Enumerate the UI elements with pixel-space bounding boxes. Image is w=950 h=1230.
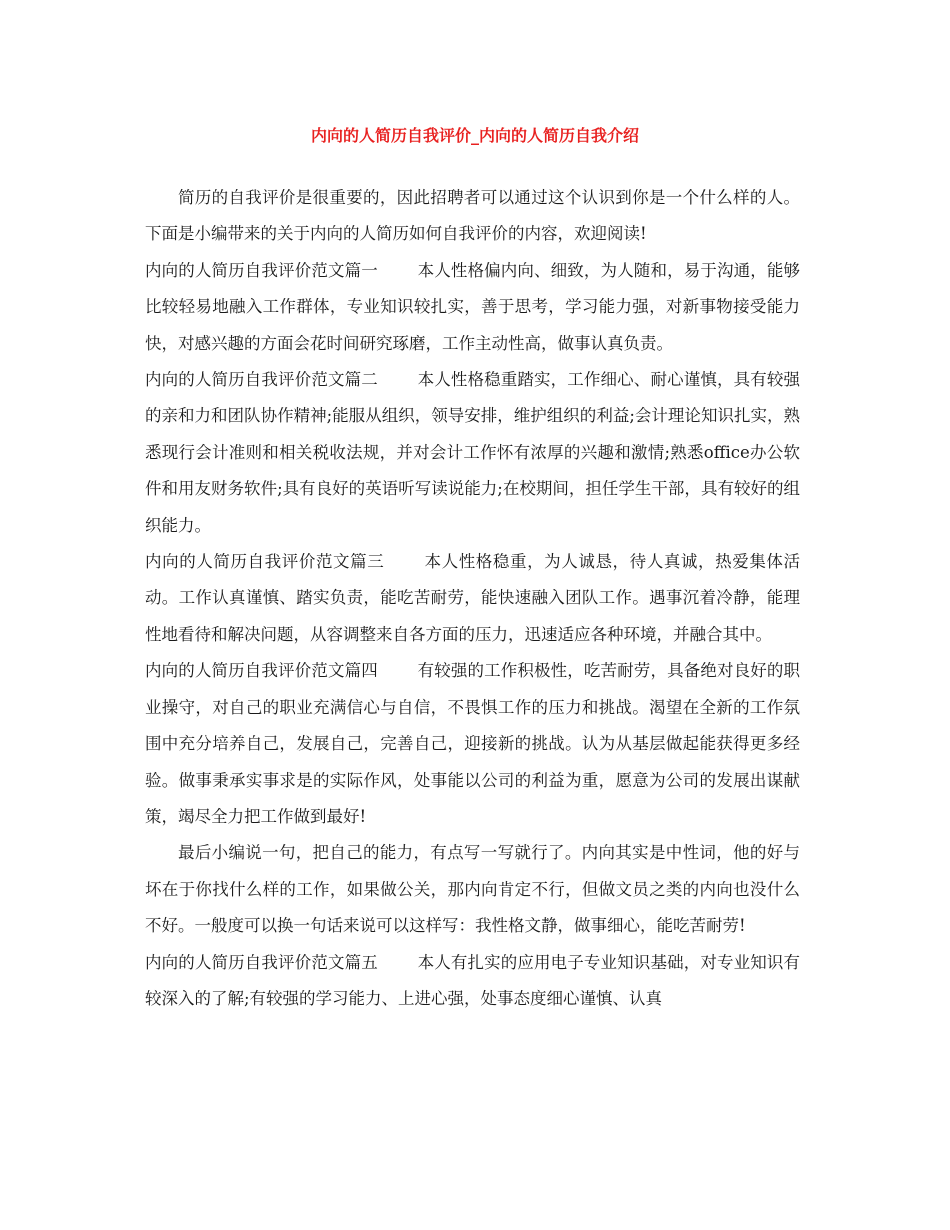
section-3	[145, 544, 800, 653]
section-5-heading: 内向的人简历自我评价范文篇五	[145, 952, 378, 972]
section-2-heading: 内向的人简历自我评价范文篇二	[145, 370, 378, 390]
section-2	[145, 362, 800, 544]
section-4-heading: 内向的人简历自我评价范文篇四	[145, 661, 378, 681]
section-5	[145, 945, 800, 1018]
section-3-text: 本人性格稳重，为人诚恳，待人真诚，热爱集体活动。工作认真谨慎、踏实负责，能吃苦耐劳，能快速融入团队工作。遇事沉着冷静，能理性地看待和解决问题，从容调整来自各方面的压力，迅速适应各种环境，并融合其中。	[145, 552, 801, 644]
document-title: 内向的人简历自我评价_内向的人简历自我介绍	[310, 126, 639, 145]
section-4-text: 有较强的工作积极性，吃苦耐劳，具备绝对良好的职业操守，对自己的职业充满信心与自信，不畏惧工作的压力和挑战。渴望在全新的工作氛围中充分培养自己，发展自己，完善自己，迎接新的挑战。认为从基层做起能获得更多经验。做事秉承实事求是的实际作风，处事能以公司的利益为重，愿意为公司的发展出谋献策，竭尽全力把工作做到最好!	[145, 661, 801, 826]
intro-paragraph: 简历的自我评价是很重要的，因此招聘者可以通过这个认识到你是一个什么样的人。下面是小编带来的关于内向的人简历如何自我评价的内容，欢迎阅读!	[145, 188, 800, 244]
section-1	[145, 253, 800, 362]
document-body	[145, 180, 800, 1017]
section-1-heading: 内向的人简历自我评价范文篇一	[145, 260, 378, 280]
section-5-text: 本人有扎实的应用电子专业知识基础，对专业知识有较深入的了解;有较强的学习能力、上进心强，处事态度细心谨慎、认真	[145, 952, 801, 1008]
section-1-text: 本人性格偏内向、细致，为人随和，易于沟通，能够比较轻易地融入工作群体，专业知识较扎实，善于思考，学习能力强，对新事物接受能力快，对感兴趣的方面会花时间研究琢磨，工作主动性高，做事认真负责。	[145, 260, 801, 353]
section-4	[145, 653, 800, 835]
closing-paragraph: 最后小编说一句，把自己的能力，有点写一写就行了。内向其实是中性词，他的好与坏在于你找什么样的工作，如果做公关，那内向肯定不行，但做文员之类的内向也没什么不好。一般度可以换一句话来说可以这样写：我性格文静，做事细心，能吃苦耐劳!	[145, 843, 800, 936]
section-3-heading: 内向的人简历自我评价范文篇三	[145, 552, 385, 572]
section-2-text: 本人性格稳重踏实，工作细心、耐心谨慎，具有较强的亲和力和团队协作精神;能服从组织，领导安排，维护组织的利益;会计理论知识扎实，熟悉现行会计准则和相关税收法规，并对会计工作怀有浓厚的兴趣和激情;熟悉office办公软件和用友财务软件;具有良好的英语听写读说能力;在校期间，担任学生干部，具有较好的组织能力。	[145, 370, 801, 535]
